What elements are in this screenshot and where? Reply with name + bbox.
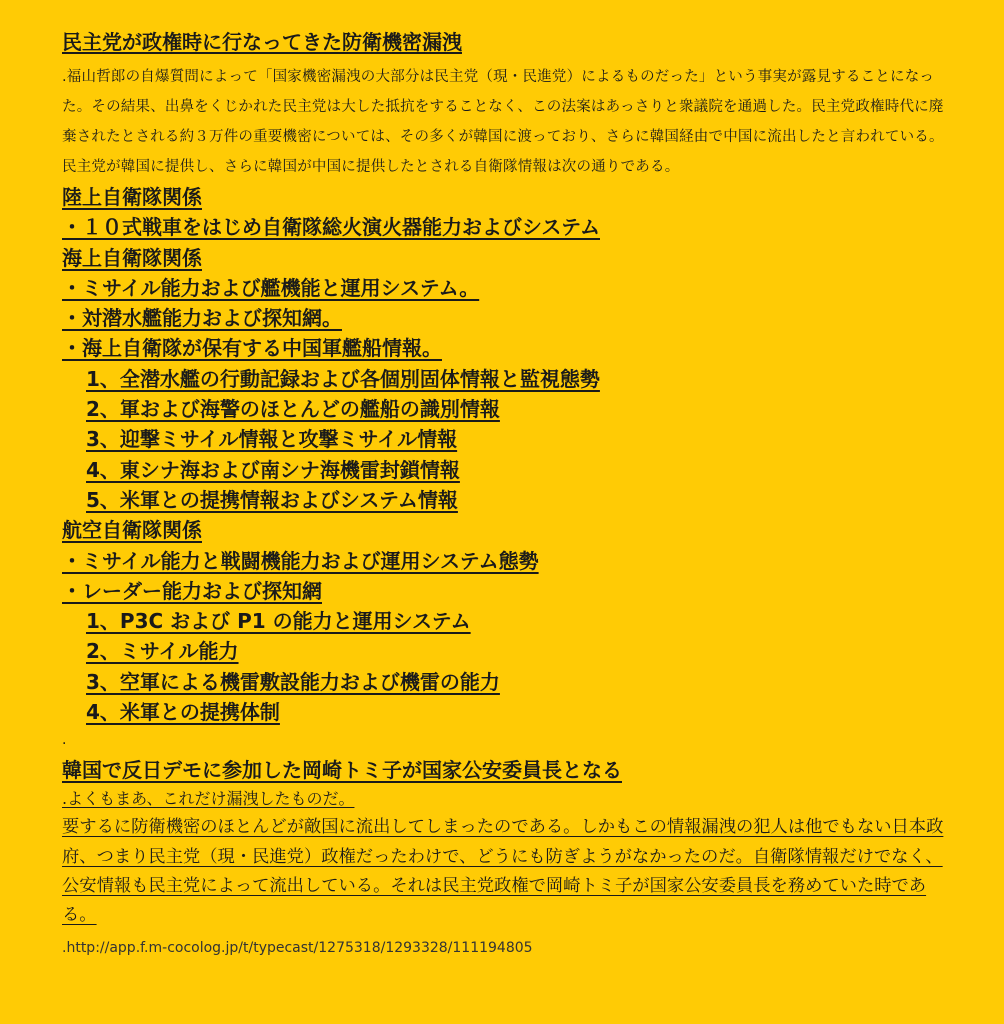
intro-paragraph: .福山哲郎の自爆質問によって「国家機密漏洩の大部分は民主党（現・民進党）によるものだった」という事実が露見することになった。その結果、出鼻をくじかれた民主党は大した抵抗をすることなく、この法案はあっさりと衆議院を通過した。民主党政権時代に廃棄されたとされる約３万件の重要機密については、その多くが韓国に渡っており、さらに韓国経由で中国に流出したと言われている。民主党が韓国に提供し、さらに韓国が中国に提供したとされる自衛隊情報は次の通りである。 bbox=[62, 69, 944, 175]
gsdf-item: ・１０式戦車をはじめ自衛隊総火演火器能力およびシステム bbox=[62, 215, 600, 240]
separator-dot: . bbox=[62, 732, 67, 749]
comment-line: .よくもまあ、これだけ漏洩したものだ。 bbox=[62, 789, 355, 809]
asdf-subitem: 2、ミサイル能力 bbox=[86, 639, 239, 664]
asdf-subitem: 4、米軍との提携体制 bbox=[86, 700, 280, 725]
msdf-subitem: 4、東シナ海および南シナ海機雷封鎖情報 bbox=[86, 457, 460, 482]
msdf-subitem: 2、軍および海警のほとんどの艦船の識別情報 bbox=[86, 397, 500, 422]
msdf-subitem: 3、迎撃ミサイル情報と攻撃ミサイル情報 bbox=[86, 427, 458, 452]
asdf-section bbox=[62, 515, 944, 727]
asdf-subitem: 1、P3C および P1 の能力と運用システム bbox=[86, 609, 471, 634]
msdf-item: ・対潜水艦能力および探知網。 bbox=[62, 306, 342, 331]
msdf-subitem: 1、全潜水艦の行動記録および各個別固体情報と監視態勢 bbox=[86, 366, 600, 391]
gsdf-section bbox=[62, 182, 944, 243]
msdf-item: ・ミサイル能力および艦機能と運用システム。 bbox=[62, 275, 480, 300]
msdf-section bbox=[62, 243, 944, 516]
msdf-item: ・海上自衛隊が保有する中国軍艦船情報。 bbox=[62, 336, 442, 361]
asdf-item: ・ミサイル能力と戦闘機能力および運用システム態勢 bbox=[62, 548, 539, 573]
source-url[interactable]: .http://app.f.m-cocolog.jp/t/typecast/1275318/1293328/111194805 bbox=[62, 939, 533, 956]
asdf-subitem: 3、空軍による機雷敷設能力および機雷の能力 bbox=[86, 669, 500, 694]
okazaki-heading: 韓国で反日デモに参加した岡崎トミ子が国家公安委員長となる bbox=[62, 758, 622, 783]
article-title: 民主党が政権時に行なってきた防衛機密漏洩 bbox=[62, 30, 462, 54]
msdf-subitem: 5、米軍との提携情報およびシステム情報 bbox=[86, 487, 458, 512]
gsdf-heading: 陸上自衛隊関係 bbox=[62, 185, 202, 209]
asdf-item: ・レーダー能力および探知網 bbox=[62, 578, 322, 603]
conclusion-paragraph: 要するに防衛機密のほとんどが敵国に流出してしまったのである。しかもこの情報漏洩の犯人は他でもない日本政府、つまり民主党（現・民進党）政権だったわけで、どうにも防ぎようがなかったのだ。自衛隊情報だけでなく、公安情報も民主党によって流出している。それは民主党政権で岡崎トミ子が国家公安委員長を務めていた時である。 bbox=[62, 817, 944, 926]
msdf-heading: 海上自衛隊関係 bbox=[62, 245, 202, 270]
asdf-heading: 航空自衛隊関係 bbox=[62, 518, 202, 543]
